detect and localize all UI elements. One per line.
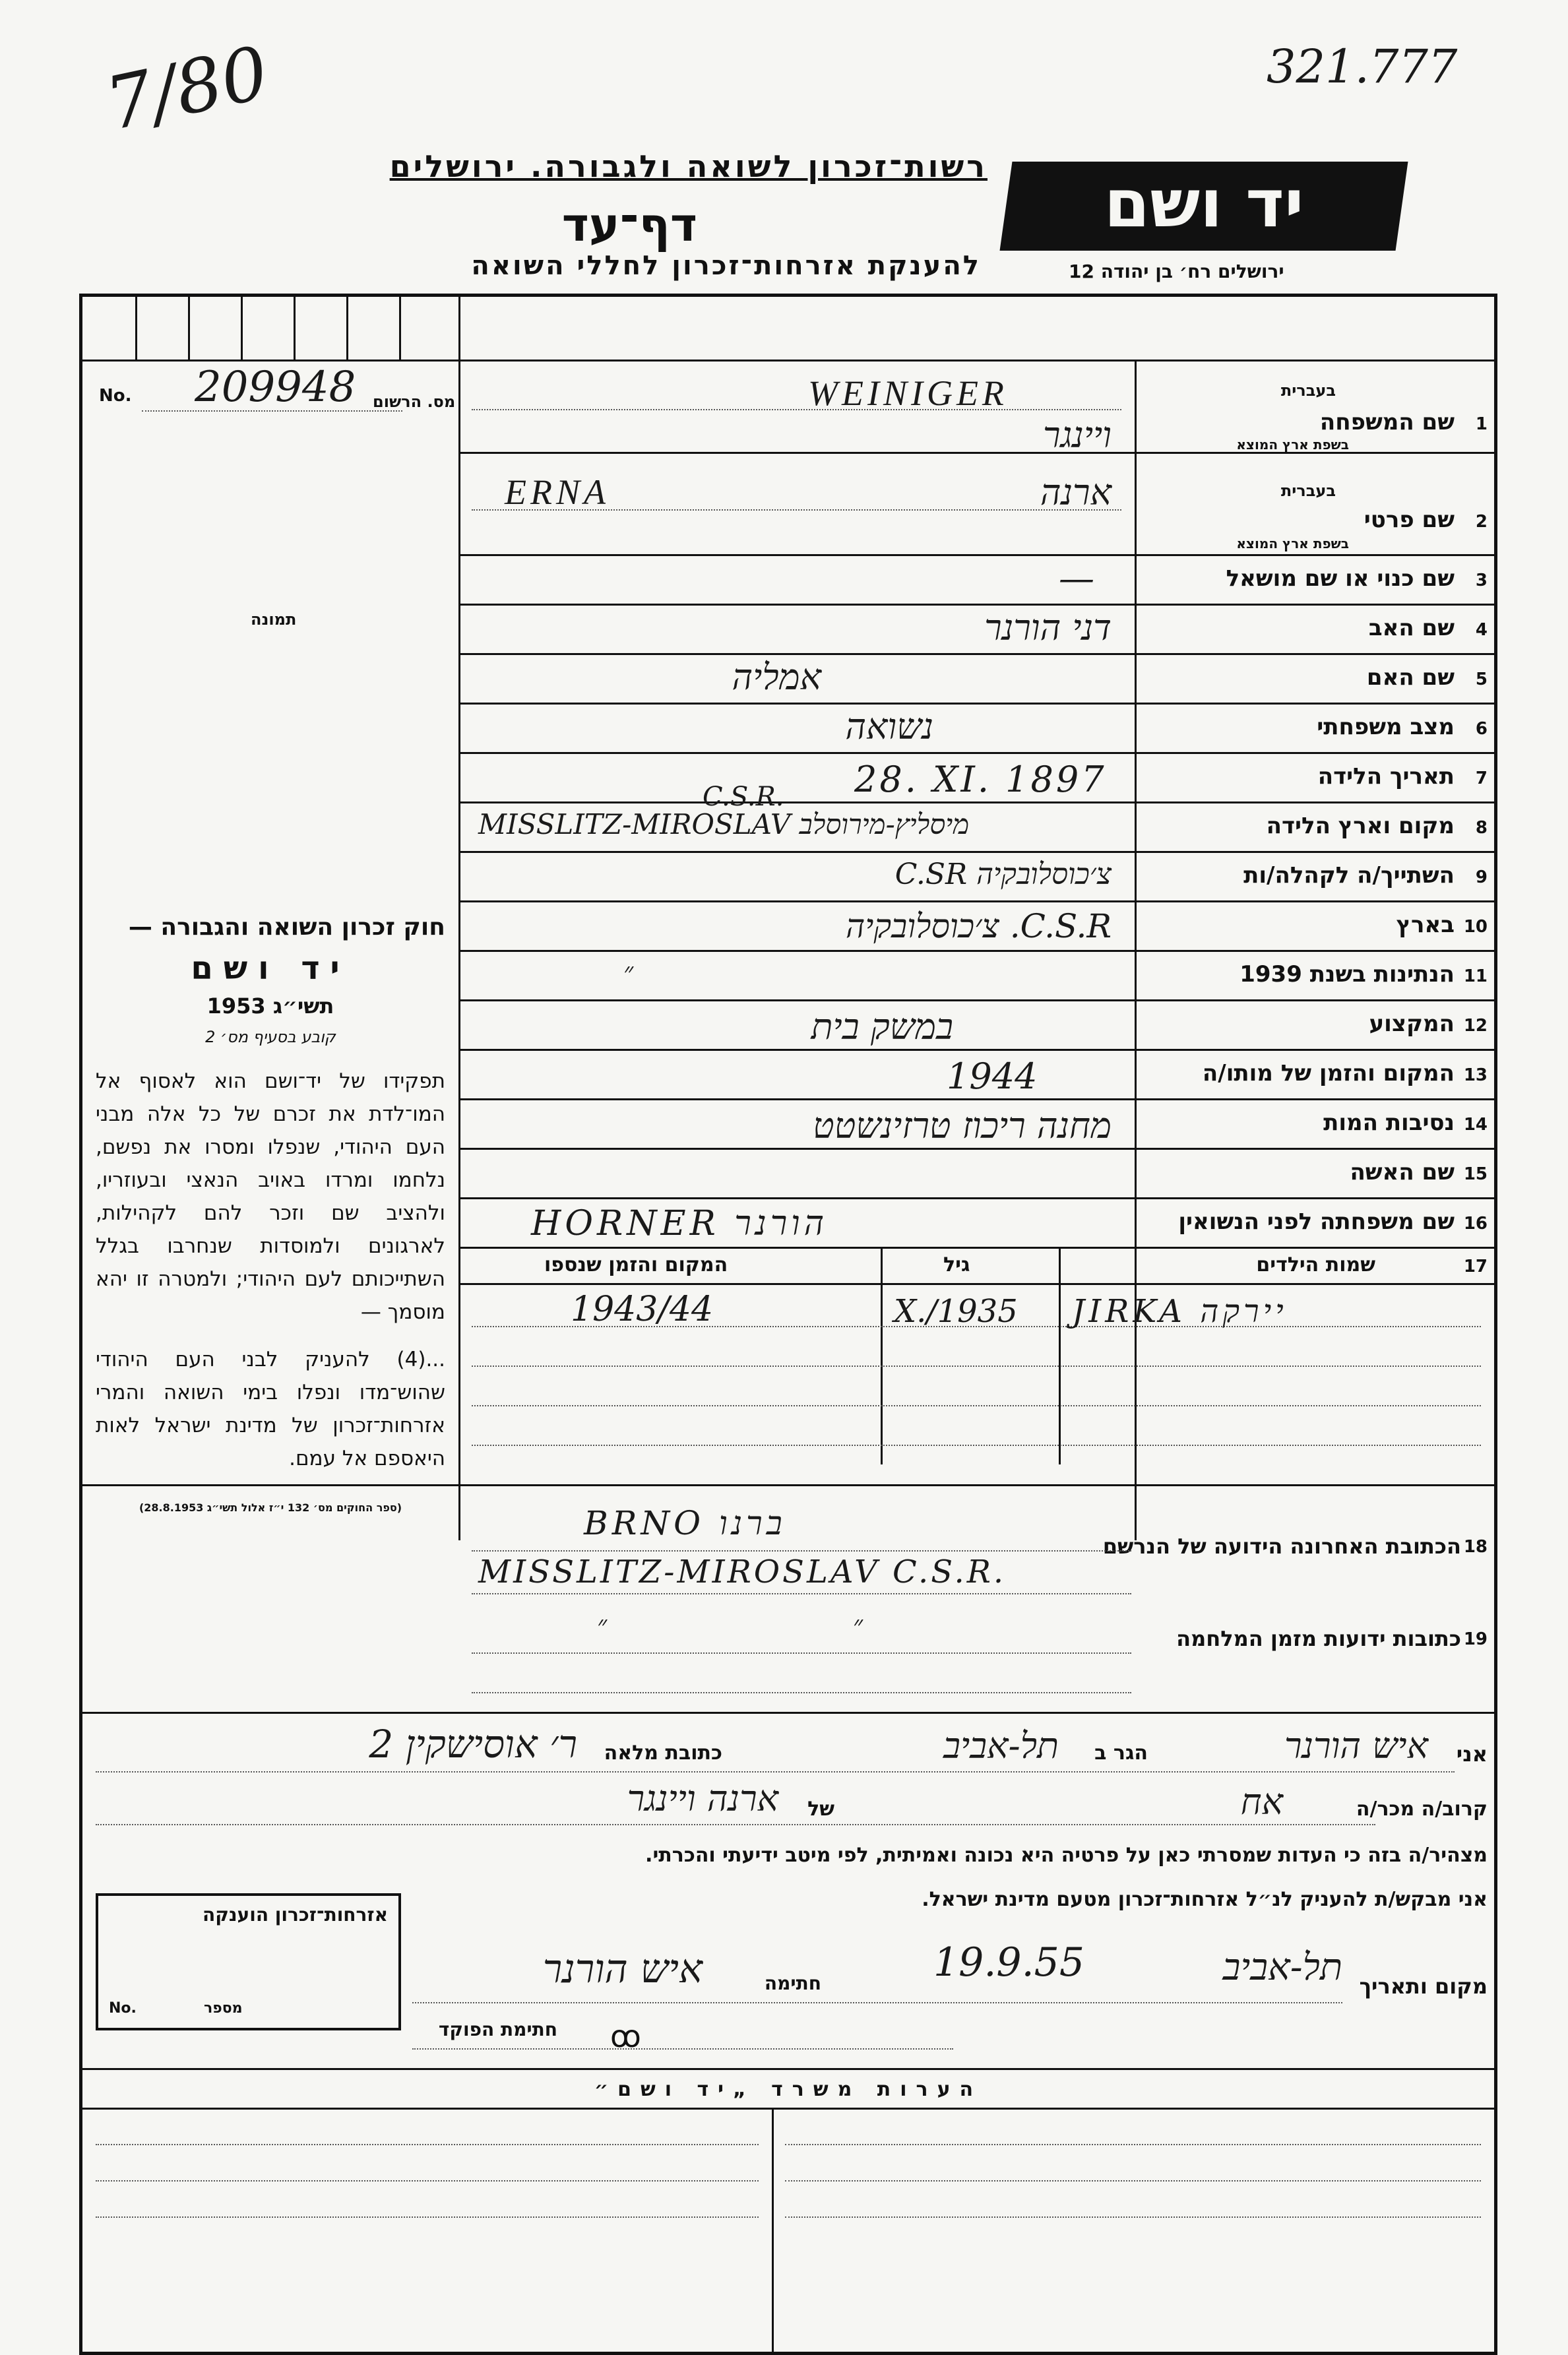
- form-title: דף־עד: [561, 198, 697, 252]
- declarant-address: ר׳ אוסישקין 2: [369, 1722, 577, 1767]
- row-13-number: 13: [1463, 1065, 1488, 1085]
- row-1-number: 1: [1475, 414, 1488, 434]
- death-circumstances-value: מחנה ריכוז טרזינשטט: [813, 1105, 1112, 1146]
- first-name-hebrew: ארנה: [1040, 472, 1112, 513]
- signature-label: חתימה: [764, 1972, 821, 1994]
- place-value: תל-אביב: [1222, 1946, 1342, 1989]
- mother-name-value: אמליה: [732, 656, 821, 698]
- declarant-city: תל-אביב: [943, 1725, 1059, 1767]
- child-name-value: JIRKA יירקה: [1072, 1293, 1288, 1330]
- law-excerpt: חוק זכרון השואה והגבורה — יד ושם תשי״ג 1953 קובע בסעיף מס׳ 2 תפקידו של יד־ושם הוא לאסוף אל המו־לדת את זכרם של כל אלה מבני העם היהודי, שנפלו ומסרו את נפשם, נלחמו ומרדו באויב הנאצי ובעוזריו, ולהציב שם וזכר להם לקהילות, לארגונים ולמוסדות שנחרבו בגלל השתייכותם לעם היהודי; ולמטרה זו יהא מוסמך — ...(4) להעניק לבני העם היהודי שהוש־מדו ונפלו בימי השואה והמרי אזרחות־זכרון של מדינת ישראל לאות היאספם אל עמם. (ספר החוקים מס׳ 132 י״ז אלול תשי״ג 28.8.1953): [96, 914, 445, 1514]
- citizenship-granted-box: [96, 1893, 401, 2030]
- declarant-signature: איש הורנר: [542, 1946, 703, 1992]
- occupation-value: במשק בית: [811, 1006, 953, 1048]
- declarant-address-label: כתובת מלאה: [604, 1742, 722, 1765]
- birth-place-value: MISSLITZ-MIROSLAV מיסליץ-מירוסלב: [478, 808, 970, 840]
- row-4-number: 4: [1475, 620, 1488, 640]
- row-8-label: מקום וארץ הלידה: [1266, 813, 1455, 839]
- row-12-label: המקצוע: [1369, 1011, 1455, 1037]
- birth-country-value: C.S.R.: [703, 782, 784, 812]
- war-addresses-label: כתובות ידועות מזמן המלחמה: [1176, 1626, 1461, 1651]
- row-2-label: שם פרטי: [1364, 507, 1455, 533]
- of-name-value: ארנה ויינגר: [627, 1778, 778, 1819]
- row-19-number: 19: [1463, 1629, 1488, 1649]
- row-9-number: 9: [1475, 867, 1488, 887]
- row-11-number: 11: [1463, 966, 1488, 986]
- grant-box-title: אזרחות־זכרון הוענקה: [203, 1904, 388, 1926]
- row-10-label: בארץ: [1396, 912, 1455, 938]
- declaration-statement: מצהיר/ה בזה כי העדות שמסרתי כאן על פרטיה היא נכונה ואמיתית, לפי מיטב ידיעתי והכרתי.: [645, 1844, 1488, 1867]
- surname-latin: WEINIGER: [808, 373, 1008, 413]
- registration-number: 209948: [195, 363, 356, 412]
- nationality-value: ״: [623, 957, 634, 988]
- father-name-value: דני הורנר: [984, 607, 1112, 648]
- community-value: צ׳כוסלובקיה C.SR: [894, 858, 1112, 891]
- last-address-line-2: MISSLITZ-MIROSLAV C.S.R.: [478, 1554, 1007, 1590]
- row-6-number: 6: [1475, 719, 1488, 739]
- child-death-place-value: 1943/44: [571, 1290, 714, 1329]
- of-label: של: [807, 1798, 834, 1821]
- row-16-label: שם משפחתה לפני הנשואין: [1178, 1209, 1455, 1235]
- row-2-number: 2: [1475, 512, 1488, 532]
- relation-label: קרוב/ה מכר/ה: [1356, 1798, 1488, 1821]
- row-1-label: שם המשפחה: [1319, 409, 1455, 435]
- row-16-number: 16: [1463, 1214, 1488, 1234]
- last-address-line-1: BRNO ברנו: [584, 1504, 786, 1542]
- registration-label: מס. הרשום: [373, 392, 456, 411]
- declarant-i-label: אני: [1456, 1742, 1488, 1767]
- row-3-label: שם כנוי או שם מושאל: [1226, 565, 1455, 592]
- surname-hebrew: ויינגר: [1042, 414, 1112, 456]
- row-2-sub-hebrew: בעברית: [1280, 482, 1336, 500]
- children-age-header: גיל: [943, 1253, 970, 1276]
- request-statement: אני מבקש/ת להעניק לנ״ל אזרחות־זכרון מטעם מדינת ישראל.: [922, 1888, 1488, 1911]
- row-12-number: 12: [1463, 1016, 1488, 1036]
- nickname-value: —: [1059, 557, 1094, 599]
- marital-status-value: נשואה: [845, 706, 933, 747]
- row-11-label: הנתינות בשנת 1939: [1239, 961, 1455, 988]
- logo-text: יד ושם: [1104, 165, 1304, 242]
- row-13-label: המקום והזמן של מותו/ה: [1202, 1060, 1455, 1086]
- row-5-number: 5: [1475, 670, 1488, 689]
- children-names-header: שמות הילדים: [1256, 1253, 1375, 1276]
- first-name-latin: ERNA: [505, 472, 610, 512]
- row-2-sub-origin: בשפת ארץ המוצא: [1236, 536, 1349, 551]
- row-4-label: שם האב: [1368, 615, 1455, 641]
- officer-signature: ꝏ: [610, 2019, 641, 2054]
- row-5-label: שם האם: [1366, 664, 1455, 691]
- testimony-form: [79, 294, 1497, 2355]
- row-15-label: שם האשה: [1350, 1159, 1455, 1185]
- handwritten-archive-number: 321.777: [1267, 40, 1458, 94]
- photo-label: תמונה: [251, 610, 297, 629]
- children-place-header: המקום והזמן שנספו: [544, 1253, 728, 1276]
- grant-box-number-label: מספר: [204, 2000, 243, 2017]
- birth-date-value: 28. XI. 1897: [854, 759, 1107, 800]
- row-1-sub-origin: בשפת ארץ המוצא: [1236, 437, 1349, 453]
- row-10-number: 10: [1463, 917, 1488, 937]
- handwritten-file-number: 7/80: [98, 30, 276, 147]
- row-3-number: 3: [1475, 571, 1488, 590]
- declarant-name: איש הורנר: [1284, 1725, 1428, 1767]
- place-date-label: מקום ותאריך: [1359, 1974, 1488, 1999]
- registration-no-label: No.: [99, 386, 132, 406]
- declarant-resides-label: הגר ב: [1094, 1742, 1148, 1765]
- row-9-label: השתייך/ה לקהלה/ות: [1243, 862, 1455, 889]
- form-subtitle: להענקת אזרחות־זכרון לחללי השואה: [471, 251, 981, 281]
- row-14-number: 14: [1463, 1115, 1488, 1135]
- child-age-value: X./1935: [894, 1293, 1018, 1330]
- row-14-label: נסיבות המות: [1323, 1110, 1455, 1136]
- logo-address: ירושלים רח׳ בן יהודה 12: [1069, 261, 1284, 282]
- war-addresses-value: ״ ״: [597, 1610, 982, 1641]
- country-value: C.S.R. צ׳כוסלובקיה: [845, 907, 1112, 945]
- row-7-number: 7: [1475, 769, 1488, 788]
- last-address-label: הכתובת האחרונה הידועה של הנרשם: [1102, 1534, 1461, 1559]
- death-place-time-value: 1944: [947, 1055, 1038, 1097]
- row-8-number: 8: [1475, 818, 1488, 838]
- row-6-label: מצב משפחתי: [1317, 714, 1455, 740]
- row-15-number: 15: [1463, 1164, 1488, 1184]
- row-18-number: 18: [1463, 1537, 1488, 1557]
- maiden-name-value: HORNER הורנר: [531, 1204, 829, 1243]
- relation-value: אח: [1240, 1781, 1283, 1823]
- row-1-sub-hebrew: בעברית: [1280, 381, 1336, 400]
- organization-line: רשות־זכרון לשואה ולגבורה. ירושלים: [389, 148, 988, 184]
- date-value: 19.9.55: [933, 1939, 1085, 1986]
- officer-label: חתימת הפוקד: [438, 2019, 557, 2040]
- row-17-number: 17: [1463, 1257, 1488, 1276]
- grant-box-no-label: No.: [109, 2000, 137, 2017]
- office-notes-title: הערות משרד „יד ושם״: [594, 2078, 983, 2101]
- row-7-label: תאריך הלידה: [1317, 763, 1455, 790]
